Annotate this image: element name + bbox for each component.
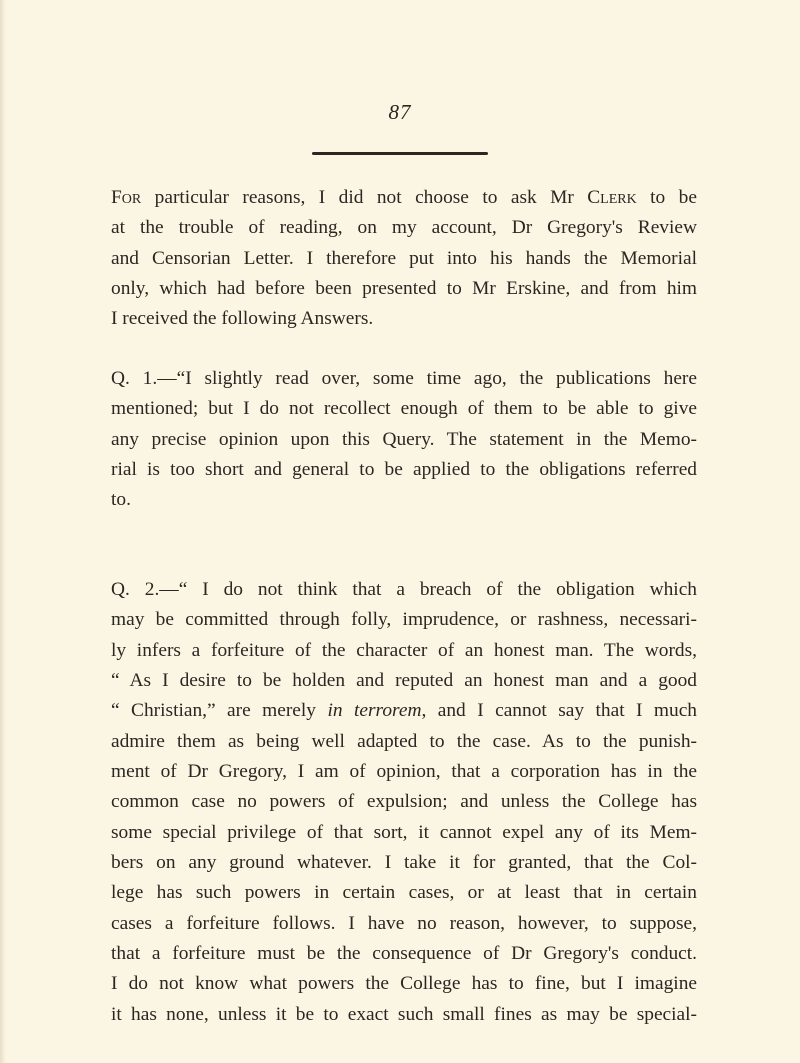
text-line: some special privilege of that sort, it cannot expel any of its Mem- (111, 821, 697, 843)
text-line: I do not know what powers the College has to fine, but I imagine (111, 973, 697, 995)
text-line: “ Christian,” are merely in terrorem, and I cannot say that I much (111, 700, 697, 722)
paragraph-2 (111, 364, 697, 516)
text-line: I received the following Answers. (111, 308, 374, 330)
page-number: 87 (388, 100, 412, 124)
text-run: to be (650, 187, 697, 208)
text-line: may be committed through folly, imprudence, or rashness, necessari- (111, 609, 697, 631)
paragraph-3 (111, 575, 697, 1030)
text-line: “ As I desire to be holden and reputed an honest man and a good (111, 670, 697, 692)
text-line: it has none, unless it be to exact such small fines as may be special- (111, 1003, 697, 1025)
header-rule (312, 152, 488, 155)
text-run: particular reasons, I did not choose to ask Mr (154, 187, 574, 208)
text-line: rial is too short and general to be applied to the obligations referred (111, 459, 697, 481)
text-line: Q. 1.—“I slightly read over, some time ago, the publications here (111, 368, 697, 389)
page-edge (0, 0, 6, 1063)
lead-word: For (111, 187, 142, 208)
text-line: lege has such powers in certain cases, or at least that in certain (111, 882, 697, 904)
text-line: bers on any ground whatever. I take it for granted, that the Col- (111, 852, 697, 874)
text-line: common case no powers of expulsion; and unless the College has (111, 791, 697, 813)
text-line: only, which had before been presented to Mr Erskine, and from him (111, 278, 697, 300)
text-line: to. (111, 489, 131, 511)
text-line: that a forfeiture must be the consequence of Dr Gregory's conduct. (111, 943, 697, 965)
text-line: ment of Dr Gregory, I am of opinion, that a corporation has in the (111, 761, 697, 783)
text-line: any precise opinion upon this Query. The statement in the Memo- (111, 428, 697, 450)
text-line: Q. 2.—“ I do not think that a breach of the obligation which (111, 579, 697, 600)
name-small-caps: Clerk (587, 187, 637, 208)
text-line: cases a forfeiture follows. I have no reason, however, to suppose, (111, 912, 697, 934)
paragraph-1 (111, 183, 697, 335)
text-line: at the trouble of reading, on my account, Dr Gregory's Review (111, 217, 697, 239)
text-line: and Censorian Letter. I therefore put into his hands the Memorial (111, 247, 697, 269)
text-line: admire them as being well adapted to the case. As to the punish- (111, 730, 697, 752)
text-line: mentioned; but I do not recollect enough of them to be able to give (111, 398, 697, 420)
latin-phrase: in terrorem (327, 700, 422, 722)
text-line (111, 183, 697, 213)
text-line: ly infers a forfeiture of the character of an honest man. The words, (111, 639, 697, 661)
